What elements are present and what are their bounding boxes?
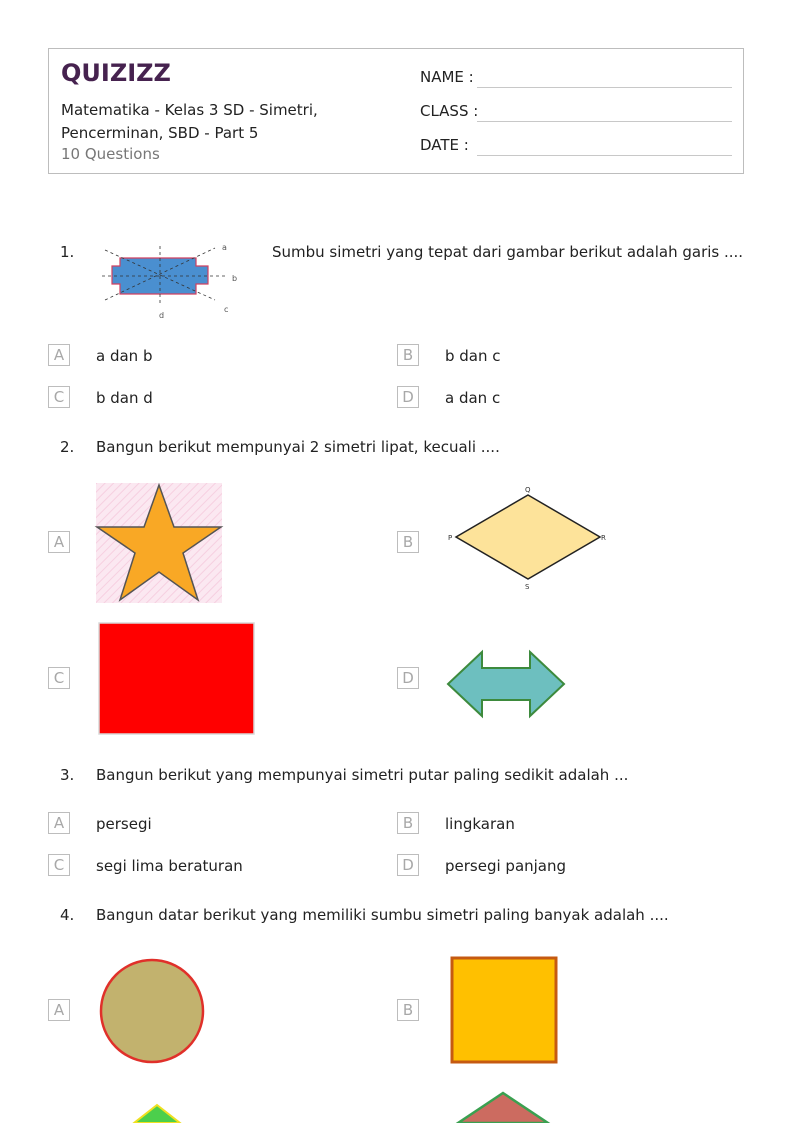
circle-shape[interactable] — [98, 957, 206, 1065]
axis-label-a: a — [222, 243, 227, 252]
quizizz-logo: QUIZIZZ — [61, 59, 171, 87]
q3-option-a-letter[interactable]: A — [48, 812, 70, 834]
rhombus-label-bottom: S — [525, 583, 530, 591]
class-field[interactable] — [420, 102, 478, 120]
question-3-number: 3. — [60, 766, 75, 784]
class-line — [477, 121, 732, 122]
class-label: CLASS : — [420, 102, 479, 120]
double-arrow-shape[interactable] — [446, 648, 566, 720]
date-line — [477, 155, 732, 156]
question-count: 10 Questions — [61, 145, 160, 163]
date-field[interactable] — [420, 136, 469, 154]
name-line — [477, 87, 732, 88]
rhombus-shape[interactable] — [448, 485, 608, 590]
q1-option-a-text[interactable]: a dan b — [96, 347, 153, 365]
q2-option-c-letter[interactable]: C — [48, 667, 70, 689]
symmetry-figure — [100, 242, 250, 322]
name-label: NAME : — [420, 68, 474, 86]
q3-option-a-text[interactable]: persegi — [96, 815, 152, 833]
rhombus-label-right: R — [601, 534, 606, 542]
rhombus-label-top: Q — [525, 486, 531, 494]
q2-option-b-letter[interactable]: B — [397, 531, 419, 553]
q1-option-d-text[interactable]: a dan c — [445, 389, 501, 407]
q4-option-b-letter[interactable]: B — [397, 999, 419, 1021]
q1-option-d-letter[interactable]: D — [397, 386, 419, 408]
q1-option-b-letter[interactable]: B — [397, 344, 419, 366]
q3-option-c-text[interactable]: segi lima beraturan — [96, 857, 243, 875]
q3-option-b-letter[interactable]: B — [397, 812, 419, 834]
q4-option-a-letter[interactable]: A — [48, 999, 70, 1021]
question-2-number: 2. — [60, 438, 75, 456]
question-3-text: Bangun berikut yang mempunyai simetri putar paling sedikit adalah ... — [96, 766, 629, 784]
q1-option-b-text[interactable]: b dan c — [445, 347, 501, 365]
q2-option-d-letter[interactable]: D — [397, 667, 419, 689]
axis-label-c: c — [224, 305, 229, 314]
question-1-number: 1. — [60, 243, 75, 261]
worksheet-title: Matematika - Kelas 3 SD - Simetri, Pencerminan, SBD - Part 5 — [61, 101, 318, 142]
q1-option-c-text[interactable]: b dan d — [96, 389, 153, 407]
worksheet-header — [48, 48, 744, 174]
name-field[interactable] — [420, 68, 474, 86]
question-2-text: Bangun berikut mempunyai 2 simetri lipat, kecuali .... — [96, 438, 500, 456]
q3-option-d-letter[interactable]: D — [397, 854, 419, 876]
q1-option-c-letter[interactable]: C — [48, 386, 70, 408]
question-4-number: 4. — [60, 906, 75, 924]
partial-red-shape — [455, 1090, 551, 1123]
star-shape[interactable] — [96, 483, 222, 603]
axis-label-d: d — [159, 311, 165, 320]
q3-option-b-text[interactable]: lingkaran — [445, 815, 515, 833]
q2-option-a-letter[interactable]: A — [48, 531, 70, 553]
q1-option-a-letter[interactable]: A — [48, 344, 70, 366]
axis-label-b: b — [232, 274, 238, 283]
rectangle-shape[interactable] — [96, 620, 258, 738]
partial-green-shape — [130, 1102, 184, 1123]
date-label: DATE : — [420, 136, 469, 154]
rhombus-label-left: P — [448, 534, 453, 542]
q3-option-c-letter[interactable]: C — [48, 854, 70, 876]
question-1-text: Sumbu simetri yang tepat dari gambar berikut adalah garis .... — [272, 243, 744, 261]
question-4-text: Bangun datar berikut yang memiliki sumbu simetri paling banyak adalah .... — [96, 906, 669, 924]
q3-option-d-text[interactable]: persegi panjang — [445, 857, 567, 875]
square-shape[interactable] — [449, 955, 559, 1065]
